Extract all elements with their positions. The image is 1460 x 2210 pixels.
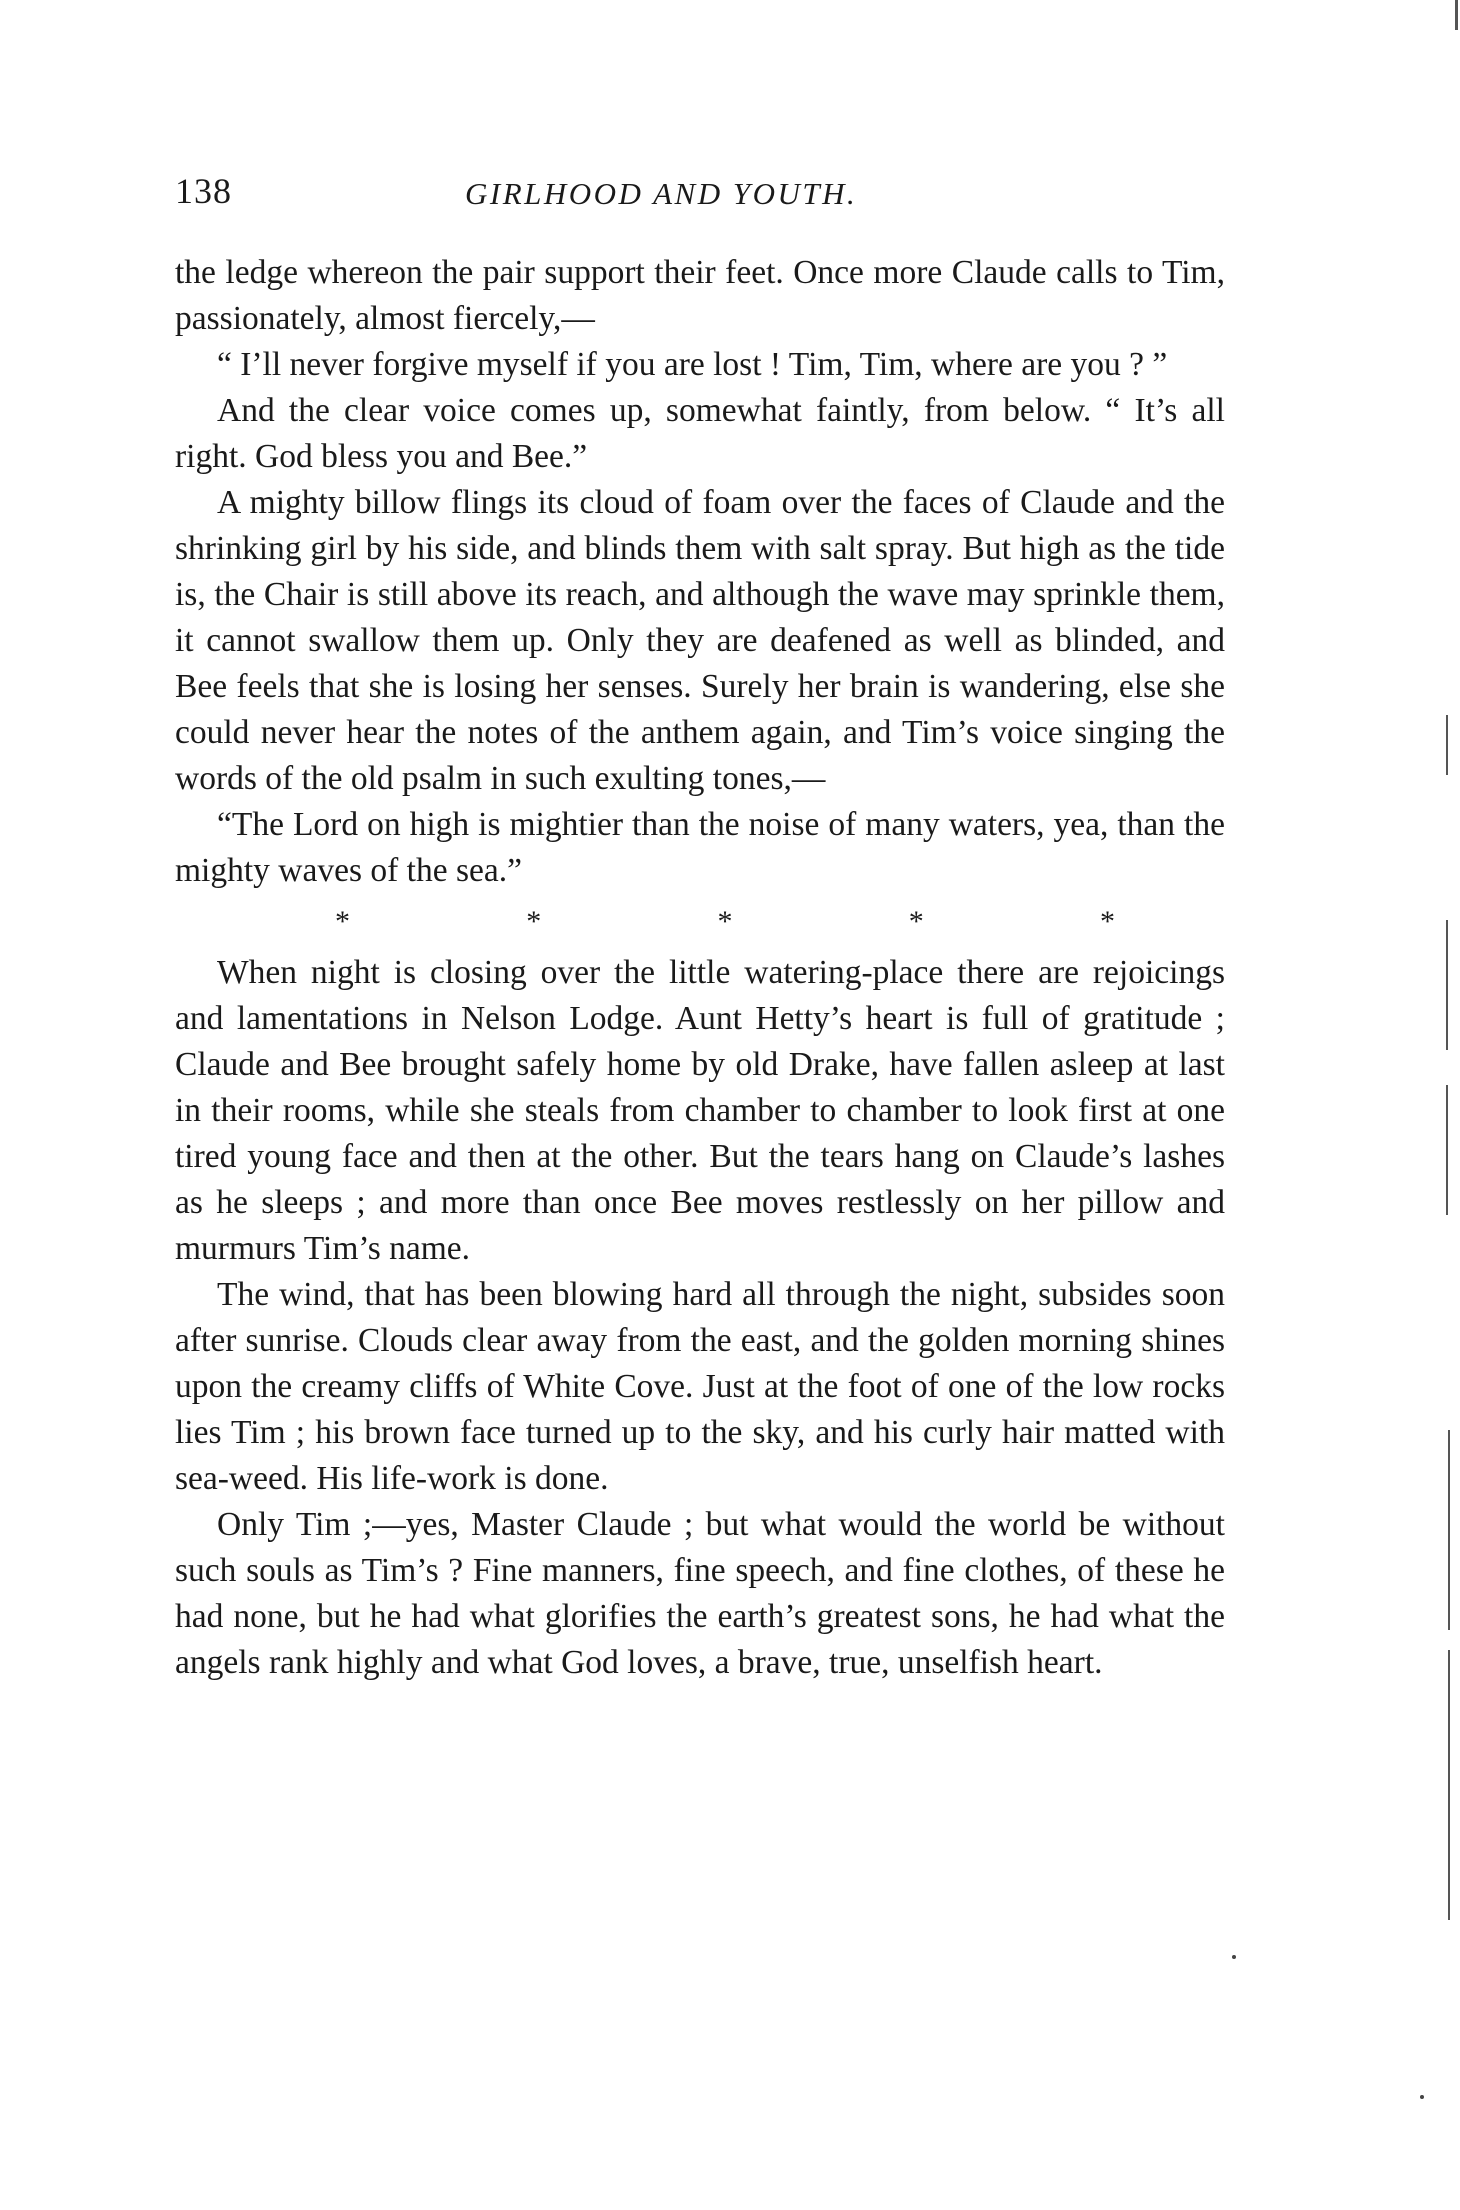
paragraph: When night is closing over the little watering-place there are rejoicings and lamentations in Nelson Lodge. Aunt Hetty’s heart is full of gratitude ; Claude and Bee brought safely home by old Drake, have fallen asleep at last in their rooms, while she steals from chamber to chamber to look first at one tired young face and then at the other. But the tears hang on Claude’s lashes as he sleeps ; and more than once Bee moves restlessly on her pillow and murmurs Tim’s name. (175, 954, 1225, 1267)
paragraph: “ I’ll never forgive myself if you are lost ! Tim, Tim, where are you ? ” (217, 346, 1168, 383)
asterisk: * (717, 905, 733, 938)
page-header (175, 170, 1225, 230)
asterisk: * (335, 905, 350, 938)
scan-edge-mark (1446, 715, 1448, 775)
asterisk: * (908, 905, 924, 938)
scan-edge-mark (1448, 1430, 1450, 1630)
scan-edge-mark (1455, 0, 1458, 30)
running-title: GIRLHOOD AND YOUTH. (465, 176, 858, 211)
scan-edge-mark (1448, 1650, 1450, 1920)
scan-edge-mark (1446, 920, 1448, 1050)
paragraph: Only Tim ;—yes, Master Claude ; but what would the world be without such souls as Tim’s ? Fine manners, fine speech, and fine clothes, of these he had none, but he had what glorifies the earth’s greatest sons, he had what the angels rank highly and what God loves, a brave, true, unselfish heart. (175, 1506, 1225, 1681)
scan-speck (1420, 2095, 1424, 2099)
asterisk: * (526, 905, 542, 938)
paragraph: the ledge whereon the pair support their feet. Once more Claude calls to Tim, passionately, almost fiercely,— (175, 254, 1225, 337)
section-break (335, 902, 1115, 942)
body-text (175, 250, 1225, 1686)
paragraph: The wind, that has been blowing hard all through the night, subsides soon after sunrise. Clouds clear away from the east, and the golden morning shines upon the creamy cliffs of White Cove. Just at the foot of one of the low rocks lies Tim ; his brown face turned up to the sky, and his curly hair matted with sea-weed. His life-work is done. (175, 1276, 1225, 1497)
scan-edge-mark (1446, 1085, 1448, 1215)
asterisk: * (1100, 905, 1115, 938)
paragraph: “The Lord on high is mightier than the noise of many waters, yea, than the mighty waves of the sea.” (175, 806, 1225, 889)
paragraph: And the clear voice comes up, somewhat faintly, from below. “ It’s all right. God bless you and Bee.” (175, 392, 1225, 475)
paragraph: A mighty billow flings its cloud of foam over the faces of Claude and the shrinking girl by his side, and blinds them with salt spray. But high as the tide is, the Chair is still above its reach, and although the wave may sprinkle them, it cannot swallow them up. Only they are deafened as well as blinded, and Bee feels that she is losing her senses. Surely her brain is wandering, else she could never hear the notes of the anthem again, and Tim’s voice singing the words of the old psalm in such exulting tones,— (175, 484, 1225, 797)
scan-speck (1232, 1955, 1236, 1959)
page-number: 138 (175, 171, 232, 211)
